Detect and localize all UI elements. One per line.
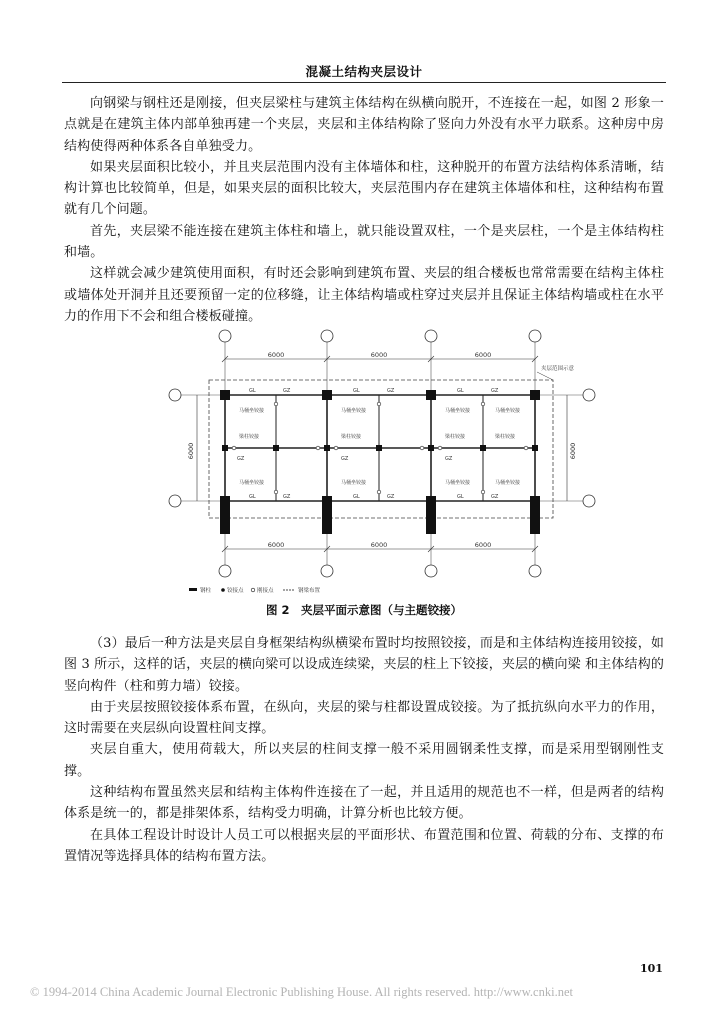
mezzanine-column xyxy=(273,445,279,451)
mezzanine-column xyxy=(324,445,330,451)
paragraph: 在具体工程设计时设计人员工可以根据夹层的平面形状、布置范围和位置、荷载的分布、支撑的布置情况等选择具体的结构布置方法。 xyxy=(64,827,664,864)
dim-label-top: 6000 xyxy=(370,351,388,359)
legend-label: 铰接点 xyxy=(227,588,244,594)
dim-label-top: 6000 xyxy=(267,351,285,359)
legend-label: 钢柱 xyxy=(200,588,212,594)
paragraph: 向钢梁与钢柱还是刚接，但夹层梁柱与建筑主体结构在纵横向脱开，不连接在一起，如图 2 形象一点就是在建筑主体内部单独再建一个夹层，夹层和主体结构除了竖向力外没有水平力联系。这种房中房结构使得两种体系各自单独受力。 xyxy=(64,96,664,154)
structural-plan-drawing xyxy=(165,326,605,598)
svg-text:GZ: GZ xyxy=(387,494,395,500)
axis-bubble xyxy=(425,330,437,342)
mezzanine-column xyxy=(428,445,434,451)
legend-column-symbol xyxy=(189,588,197,591)
svg-text:GZ: GZ xyxy=(237,456,245,462)
dim-label-side: 6000 xyxy=(187,442,195,460)
cell-label: 马桶坐铰接 xyxy=(239,408,265,414)
axis-bubble xyxy=(529,565,541,577)
axis-bubble xyxy=(169,495,181,507)
cell-label: 马桶坐铰接 xyxy=(341,408,367,414)
main-column xyxy=(322,390,332,400)
paragraph: （3）最后一种方法是夹层自身框架结构纵横梁布置时均按照铰接，而是和主体结构连接用铰接，如图 3 所示，这样的话，夹层的横向梁可以设成连续梁，夹层的柱上下铰接，夹层的横向梁 和主体结构的竖向构件（柱和剪力墙）铰接。 xyxy=(64,636,664,694)
svg-text:GL: GL xyxy=(353,388,360,394)
mezzanine-column xyxy=(222,445,228,451)
dimension-lines xyxy=(197,356,567,552)
axis-bubble xyxy=(219,330,231,342)
dim-label-bottom: 6000 xyxy=(370,541,388,549)
paragraph: 如果夹层面积比较小，并且夹层范围内没有主体墙体和柱，这种脱开的布置方法结构体系清晰，结构计算也比较简单，但是，如果夹层的面积比较大，夹层范围内存在建筑主体墙体和柱，这种结构布置就有几个问题。 xyxy=(64,159,664,218)
cell-label: 马桶坐铰接 xyxy=(239,480,265,486)
main-column xyxy=(530,390,540,400)
cell-label: 梁柱铰接 xyxy=(445,434,466,440)
legend-rigid-symbol xyxy=(251,588,255,592)
paragraph: 首先，夹层梁不能连接在建筑主体柱和墙上，就只能设置双柱，一个是夹层柱，一个是主体结构柱和墙。 xyxy=(64,223,664,261)
dim-label-side: 6000 xyxy=(569,442,577,460)
axis-bubble xyxy=(425,565,437,577)
footer-copyright: © 1994-2014 China Academic Journal Electronic Publishing House. All rights reserved. http://www.cnki.net xyxy=(30,985,573,999)
axis-bubble xyxy=(219,565,231,577)
figure-caption: 图 2 夹层平面示意图（与主题铰接） xyxy=(265,603,462,617)
dim-label-bottom: 6000 xyxy=(474,541,492,549)
cell-label: 马桶坐铰接 xyxy=(445,480,471,486)
svg-text:GZ: GZ xyxy=(387,388,395,394)
cell-label: 马桶坐铰接 xyxy=(495,480,521,486)
cell-label: 梁柱铰接 xyxy=(239,434,260,440)
svg-text:GZ: GZ xyxy=(445,456,453,462)
dim-label-bottom: 6000 xyxy=(267,541,285,549)
svg-text:GZ: GZ xyxy=(491,388,499,394)
paragraph: 这样就会减少建筑使用面积，有时还会影响到建筑布置、夹层的组合楼板也常常需要在结构主体柱或墙体处开洞并且还要预留一定的位移缝，让主体结构墙或柱穿过夹层并且保证主体结构墙或柱在水平力的作用下不会和组合楼板碰撞。 xyxy=(64,266,664,324)
boundary-note: 夹层范围示意 xyxy=(541,366,575,372)
axis-bubble xyxy=(169,389,181,401)
main-column xyxy=(426,496,436,534)
figure-legend xyxy=(189,586,321,594)
axis-bubble xyxy=(583,389,595,401)
main-column xyxy=(426,390,436,400)
cell-label: 马桶坐铰接 xyxy=(445,408,471,414)
cell-label: 马桶坐铰接 xyxy=(341,480,367,486)
paragraph: 由于夹层按照铰接体系布置，在纵向，夹层的梁与柱都设置成铰接。为了抵抗纵向水平力的作用，这时需要在夹层纵向设置柱间支撑。 xyxy=(64,699,664,737)
mezzanine-column xyxy=(532,445,538,451)
legend-label: 刚接点 xyxy=(257,588,274,594)
paragraph: 这种结构布置虽然夹层和结构主体构件连接在了一起，并且适用的规范也不一样，但是两者的结构体系是统一的，都是排架体系，结构受力明确，计算分析也比较方便。 xyxy=(64,785,664,822)
main-column xyxy=(530,496,540,534)
dim-label-top: 6000 xyxy=(474,351,492,359)
svg-text:GL: GL xyxy=(457,494,464,500)
main-column xyxy=(322,496,332,534)
body-text-bottom xyxy=(64,633,664,867)
axis-bubble xyxy=(529,330,541,342)
main-column xyxy=(220,390,230,400)
svg-text:GZ: GZ xyxy=(341,456,349,462)
body-text-top xyxy=(64,93,664,327)
axis-bubbles xyxy=(169,330,595,577)
svg-text:GL: GL xyxy=(249,494,256,500)
cell-label: 梁柱铰接 xyxy=(341,434,362,440)
mezzanine-column xyxy=(376,445,382,451)
axis-bubble xyxy=(321,330,333,342)
paragraph: 夹层自重大，使用荷载大，所以夹层的柱间支撑一般不采用圆钢柔性支撑，而是采用型钢刚性支撑。 xyxy=(64,742,664,779)
main-column xyxy=(220,496,230,534)
svg-text:GL: GL xyxy=(249,388,256,394)
svg-text:GL: GL xyxy=(457,388,464,394)
page-number: 101 xyxy=(640,962,663,975)
legend-label: 钢梁布置 xyxy=(298,588,321,594)
columns xyxy=(220,390,540,534)
axis-bubble xyxy=(321,565,333,577)
legend-hinge-symbol xyxy=(221,588,225,592)
header-rule xyxy=(62,82,666,83)
mezzanine-column xyxy=(480,445,486,451)
cell-label: 梁柱铰接 xyxy=(495,434,516,440)
running-header-title: 混凝土结构夹层设计 xyxy=(305,64,423,79)
svg-text:GZ: GZ xyxy=(283,388,291,394)
axis-bubble xyxy=(583,495,595,507)
svg-text:GZ: GZ xyxy=(283,494,291,500)
svg-text:GL: GL xyxy=(353,494,360,500)
cell-label: 马桶坐铰接 xyxy=(495,408,521,414)
figure-mezzanine-plan xyxy=(165,326,605,598)
svg-text:GZ: GZ xyxy=(491,494,499,500)
